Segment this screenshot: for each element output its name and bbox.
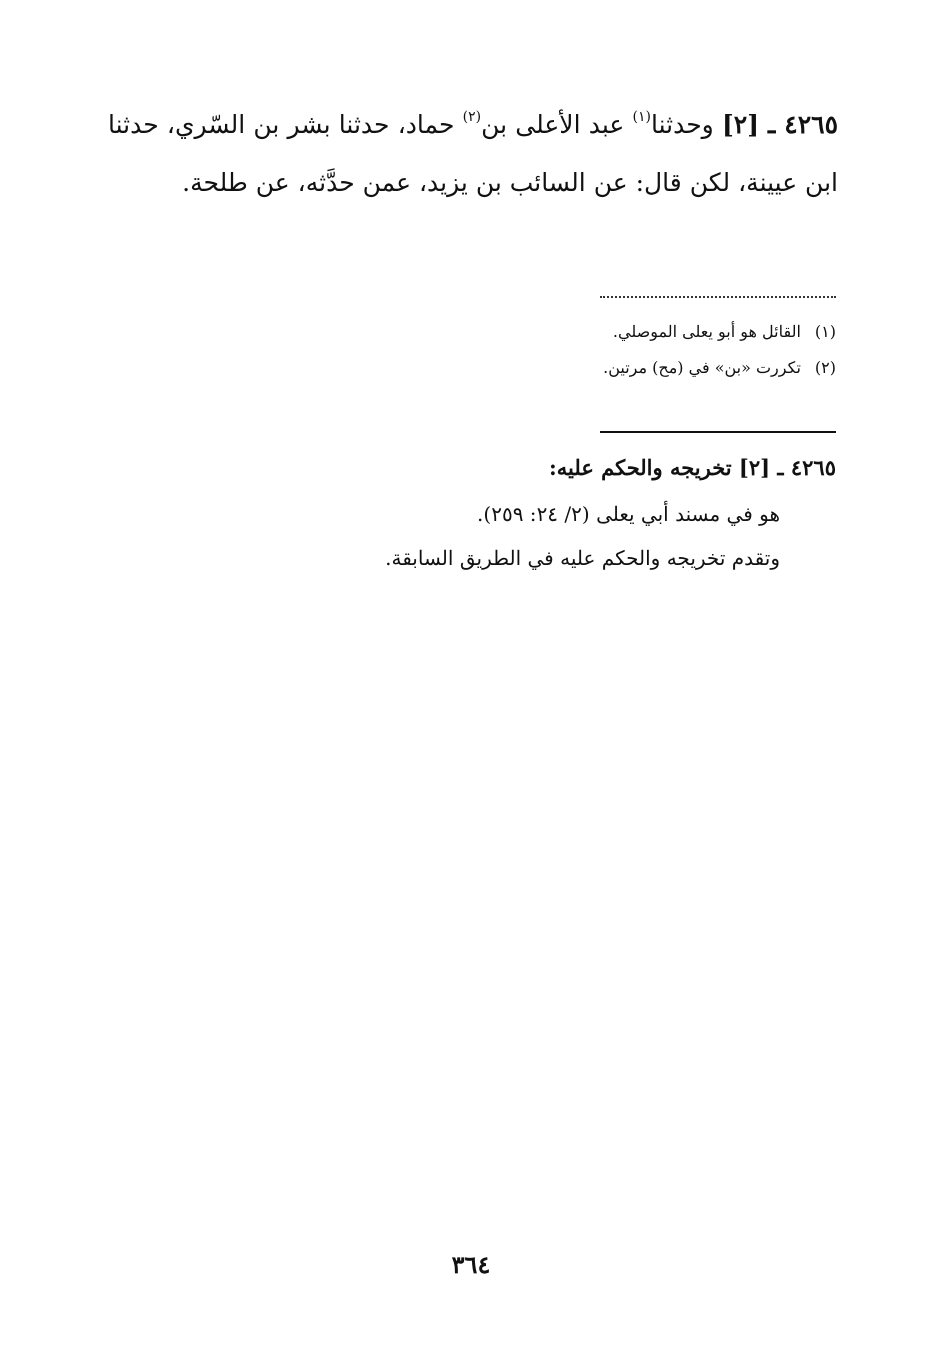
takhrij-line-2: وتقدم تخريجه والحكم عليه في الطريق السابقة. xyxy=(385,546,780,570)
footnote-reference-2: (٢) xyxy=(462,109,482,125)
footnote-1 xyxy=(300,314,836,350)
footnote-dotted-separator xyxy=(600,286,836,298)
hadith-number: ٤٢٦٥ ـ [٢] xyxy=(721,110,839,139)
footnote-text: تكررت «بن» في (مح) مرتين. xyxy=(603,358,801,377)
hadith-text-part-2: عبد الأعلى بن xyxy=(481,110,625,139)
footnotes xyxy=(300,314,836,386)
footnote-marker: (١) xyxy=(814,322,836,341)
page-number: ٣٦٤ xyxy=(451,1250,491,1279)
section-separator-line xyxy=(600,431,836,433)
hadith-text-part-3: حماد، حدثنا بشر بن السّري، حدثنا ابن عيينة، لكن قال: عن السائب بن يزيد، عمن حدَّثه، عن طلحة. xyxy=(108,110,838,197)
hadith-text-part-1: وحدثنا xyxy=(650,110,714,139)
footnote-marker: (٢) xyxy=(814,358,836,377)
footnote-2 xyxy=(300,350,836,386)
takhrij-section xyxy=(200,448,836,580)
footnote-reference-1: (١) xyxy=(632,109,651,125)
takhrij-body xyxy=(200,492,780,580)
hadith-text xyxy=(108,96,838,212)
takhrij-line-1: هو في مسند أبي يعلى (٢/ ٢٤: ٢٥٩). xyxy=(477,502,780,526)
footnote-text: القائل هو أبو يعلى الموصلي. xyxy=(612,322,801,341)
takhrij-heading: ٤٢٦٥ ـ [٢] تخريجه والحكم عليه: xyxy=(549,455,836,480)
